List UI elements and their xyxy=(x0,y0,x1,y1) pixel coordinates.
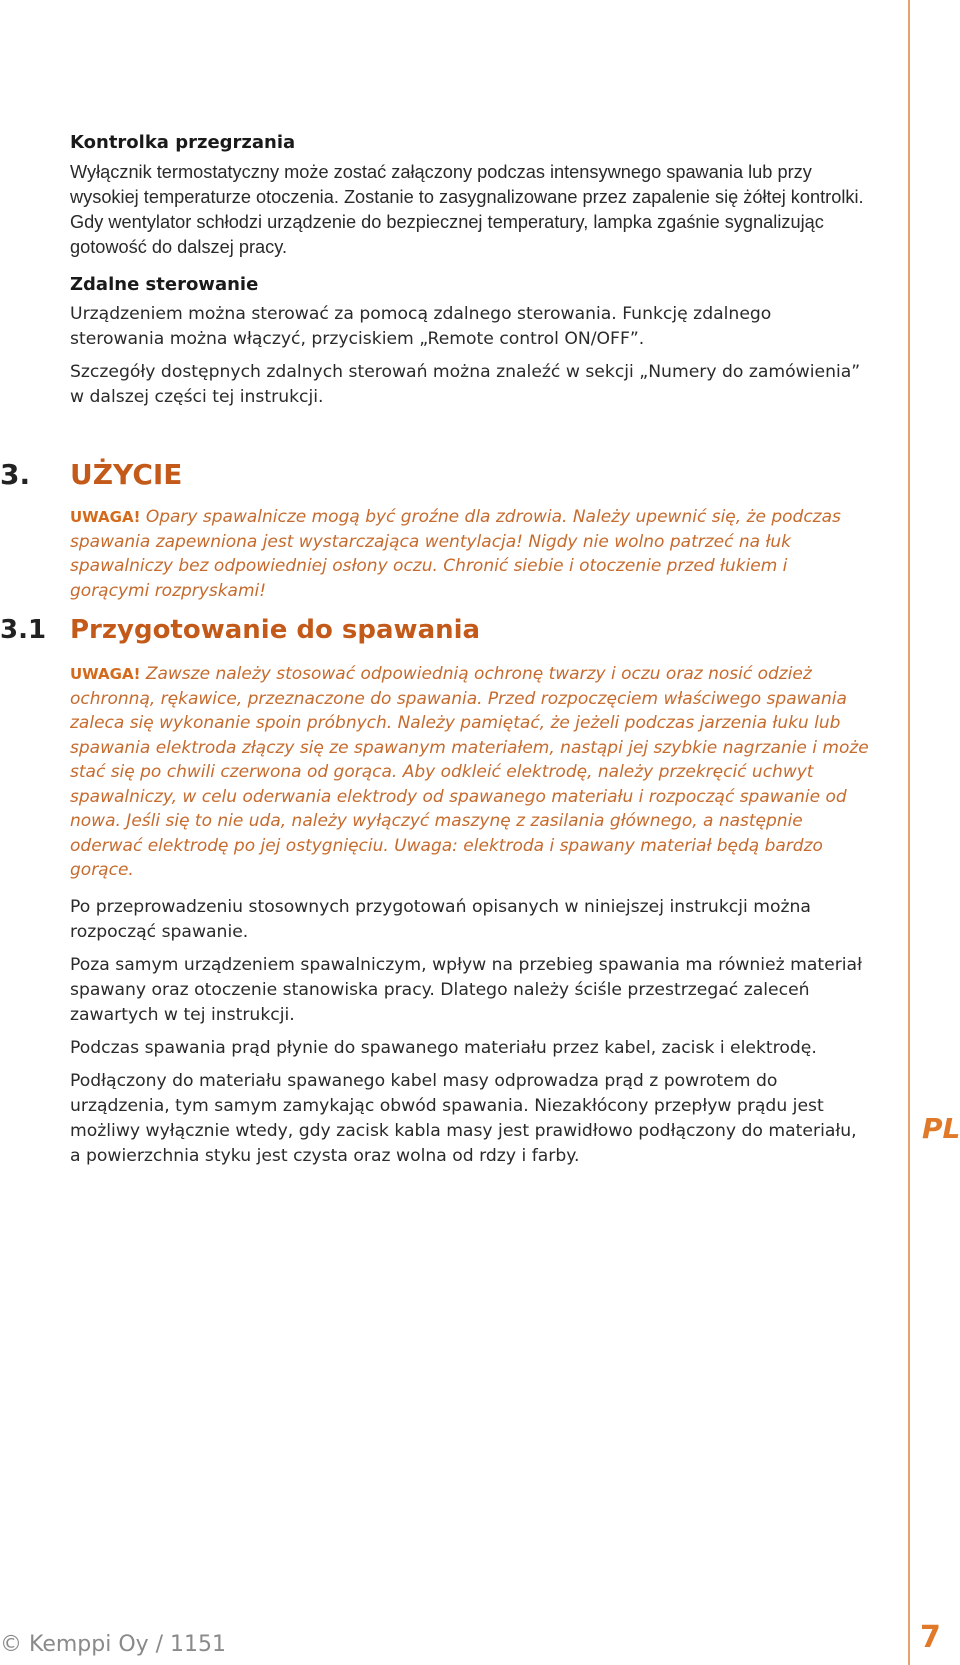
overheat-text: Wyłącznik termostatyczny może zostać załączony podczas intensywnego spawania lub przy wysokiej temperaturze otoczenia. Zostanie to zasygnalizowane przez zapalenie się żółtej kontrolki. Gdy wentylator schłodzi urządzenie do bezpiecznej temperatury, lampka zgaśnie sygnalizując gotowość do dalszej pracy. xyxy=(70,162,864,257)
footer-copyright: © Kemppi Oy / 1151 xyxy=(0,1632,227,1657)
remote-text-1: Urządzeniem można sterować za pomocą zdalnego sterowania. Funkcję zdalnego sterowania można włączyć, przyciskiem „Remote control ON/OFF”. xyxy=(70,304,772,349)
section-3-warning xyxy=(70,505,870,603)
warning-text: Opary spawalnicze mogą być groźne dla zdrowia. Należy upewnić się, że podczas spawania zapewniona jest wystarczająca wentylacja! Nigdy nie wolno patrzeć na łuk spawalniczy bez odpowiedniej osłony oczu. Chronić siebie i otoczenie przed łukiem i gorącymi rozpryskami! xyxy=(70,507,841,601)
section-3-title: UŻYCIE xyxy=(70,458,183,491)
warning-label: UWAGA! xyxy=(70,508,141,526)
prep-text-1: Po przeprowadzeniu stosownych przygotowań opisanych w niniejszej instrukcji można rozpocząć spawanie. xyxy=(70,896,811,942)
remote-heading: Zdalne sterowanie xyxy=(70,274,259,295)
section-3-1-body xyxy=(70,662,870,1177)
section-3-number: 3. xyxy=(0,458,31,491)
page-number: 7 xyxy=(920,1620,941,1655)
margin-rule xyxy=(908,0,910,1665)
prep-text-2: Poza samym urządzeniem spawalniczym, wpływ na przebieg spawania ma również materiał spawany oraz otoczenie stanowiska pracy. Dlatego należy ściśle przestrzegać zaleceń zawartych w tej instrukcji. xyxy=(70,954,862,1025)
warning-label: UWAGA! xyxy=(70,665,141,683)
prep-text-4: Podłączony do materiału spawanego kabel masy odprowadza prąd z powrotem do urządzenia, tym samym zamykając obwód spawania. Niezakłócony przepływ prądu jest możliwy wyłącznie wtedy, gdy zacisk kabla masy jest prawidłowo podłączony do materiału, a powierzchnia styku jest czysta oraz wolna od rdzy i farby. xyxy=(70,1070,857,1166)
overheat-heading: Kontrolka przegrzania xyxy=(70,132,296,153)
upper-content xyxy=(70,130,870,418)
language-tab: PL xyxy=(922,1112,960,1145)
section-3-1-title: Przygotowanie do spawania xyxy=(70,615,481,645)
remote-text-2: Szczegóły dostępnych zdalnych sterowań można znaleźć w sekcji „Numery do zamówienia” w dalszej części tej instrukcji. xyxy=(70,362,861,407)
warning-text: Zawsze należy stosować odpowiednią ochronę twarzy i oczu oraz nosić odzież ochronną, rękawice, przeznaczone do spawania. Przed rozpoczęciem właściwego spawania zaleca się wykonanie spoin próbnych. Należy pamiętać, że jeżeli podczas jarzenia łuku lub spawania elektroda złączy się ze spawanym materiałem, nastąpi jej szybkie nagrzanie i może stać się po chwili czerwona od gorąca. Aby odkleić elektrodę, należy przekręcić uchwyt spawalniczy, w celu oderwania elektrody od spawanego materiału i rozpocząć spawanie od nowa. Jeśli się to nie uda, należy wyłączyć maszynę z zasilania głównego, a następnie oderwać elektrodę po jej ostygnięciu. Uwaga: elektroda i spawany materiał będą bardzo gorące. xyxy=(70,664,869,880)
prep-text-3: Podczas spawania prąd płynie do spawanego materiału przez kabel, zacisk i elektrodę. xyxy=(70,1037,817,1058)
section-3-1-number: 3.1 xyxy=(0,615,47,645)
